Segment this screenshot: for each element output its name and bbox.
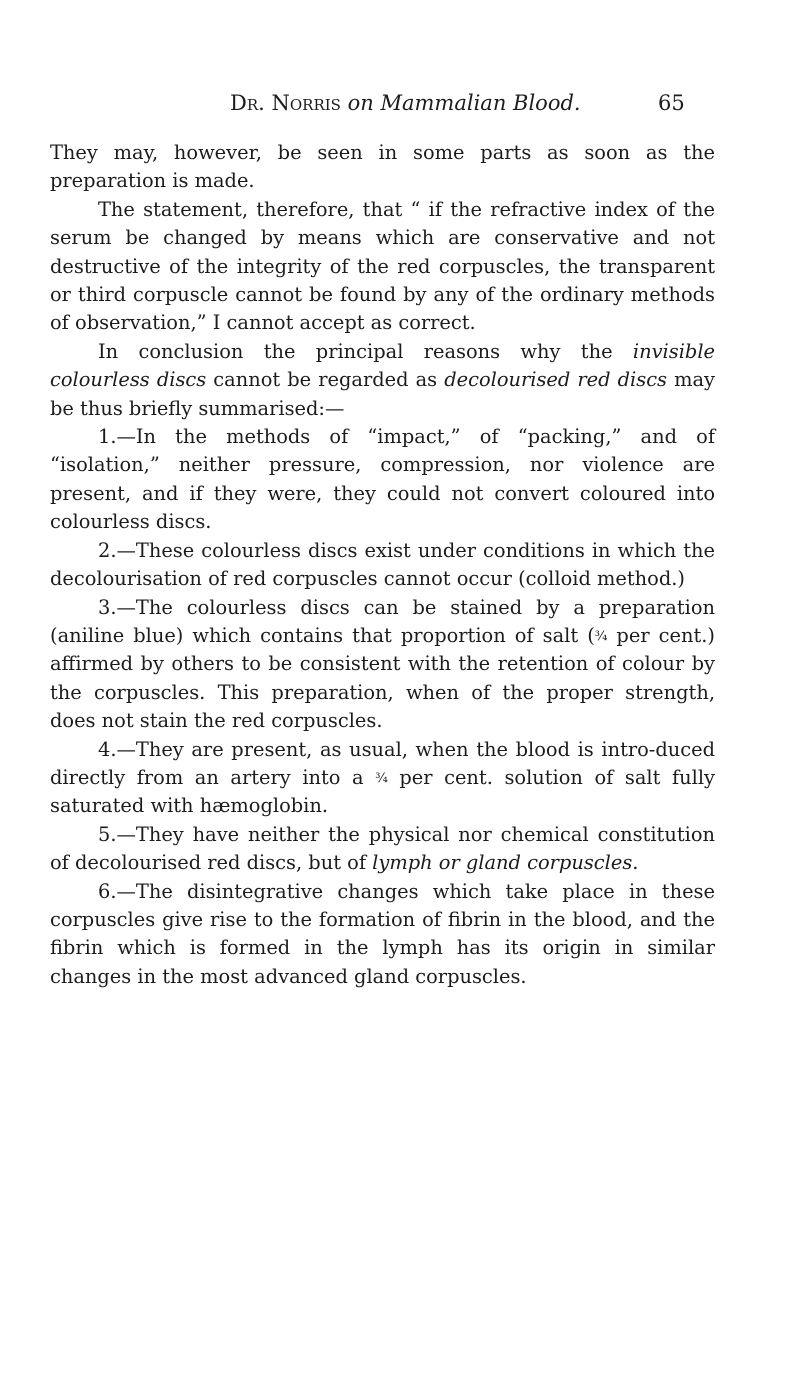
list-item-6 bbox=[50, 878, 715, 992]
paragraph-1: They may, however, be seen in some parts as soon as the preparation is made. bbox=[50, 141, 715, 193]
paragraph-3-part-a: In conclusion the principal reasons why the bbox=[98, 339, 633, 363]
paragraph-2 bbox=[50, 196, 715, 338]
list-item-3 bbox=[50, 594, 715, 736]
list-item-3-part-a: 3.—The colourless discs can be stained by a preparation (aniline blue) which contains that proportion of salt ( bbox=[50, 595, 715, 647]
list-item-3-part-b: per cent.) affirmed by others to be consistent with the retention of colour by the corpuscles. This preparation, when of the proper strength, does not stain the red corpuscles. bbox=[50, 623, 715, 733]
paragraph-3-part-b: cannot be regarded as bbox=[206, 368, 445, 392]
fraction-three-quarters: ¾ bbox=[594, 628, 608, 644]
list-item-5-part-a: 5.—They have neither the physical nor chemical constitution of decolourised red discs, but of bbox=[50, 822, 715, 875]
list-item-5 bbox=[50, 821, 715, 878]
running-head-title bbox=[230, 91, 581, 115]
paragraph-3-italic-1: invisible colourless discs bbox=[50, 339, 715, 392]
list-item-4-part-b: per cent. solution of salt fully saturated with hæmoglobin. bbox=[50, 765, 715, 818]
list-item-1 bbox=[50, 423, 715, 537]
list-item-2-text: 2.—These colourless discs exist under conditions in which the decolourisation of red corpuscles cannot occur (colloid method.) bbox=[50, 538, 715, 591]
running-head-author: Dr. Norris bbox=[230, 91, 341, 115]
list-item-1-text: 1.—In the methods of “impact,” of “packing,” and of “isolation,” neither pressure, compression, nor violence are present, and if they were, they could not convert coloured into colourless discs. bbox=[50, 425, 715, 534]
list-item-5-italic: lymph or gland corpuscles. bbox=[372, 851, 639, 875]
page-number: 65 bbox=[658, 91, 685, 115]
paragraph-3-italic-2: decolourised red discs bbox=[444, 368, 668, 392]
body-text bbox=[50, 139, 715, 991]
paragraph-2-text: The statement, therefore, that “ if the refractive index of the serum be changed by means which are conservative and not destructive of the integrity of the red corpuscles, the transparent or third corpuscle cannot be found by any of the ordinary methods of observation,” I cannot accept as correct. bbox=[50, 197, 715, 335]
running-head-book-title: Mammalian Blood. bbox=[380, 91, 581, 115]
paragraph-3 bbox=[50, 338, 715, 423]
list-item-4 bbox=[50, 736, 715, 821]
fraction-three-quarters: ¾ bbox=[375, 770, 388, 786]
paragraph-3-part-c: may be thus briefly summarised:— bbox=[50, 368, 716, 420]
list-item-4-part-a: 4.—They are present, as usual, when the blood is intro-duced directly from an artery into a bbox=[50, 737, 715, 789]
list-item-2 bbox=[50, 537, 715, 594]
running-head bbox=[0, 91, 800, 121]
running-head-on: on bbox=[347, 91, 374, 115]
list-item-6-text: 6.—The disintegrative changes which take place in these corpuscles give rise to the formation of fibrin in the blood, and the fibrin which is formed in the lymph has its origin in similar changes in the most advanced gland corpuscles. bbox=[50, 879, 715, 988]
